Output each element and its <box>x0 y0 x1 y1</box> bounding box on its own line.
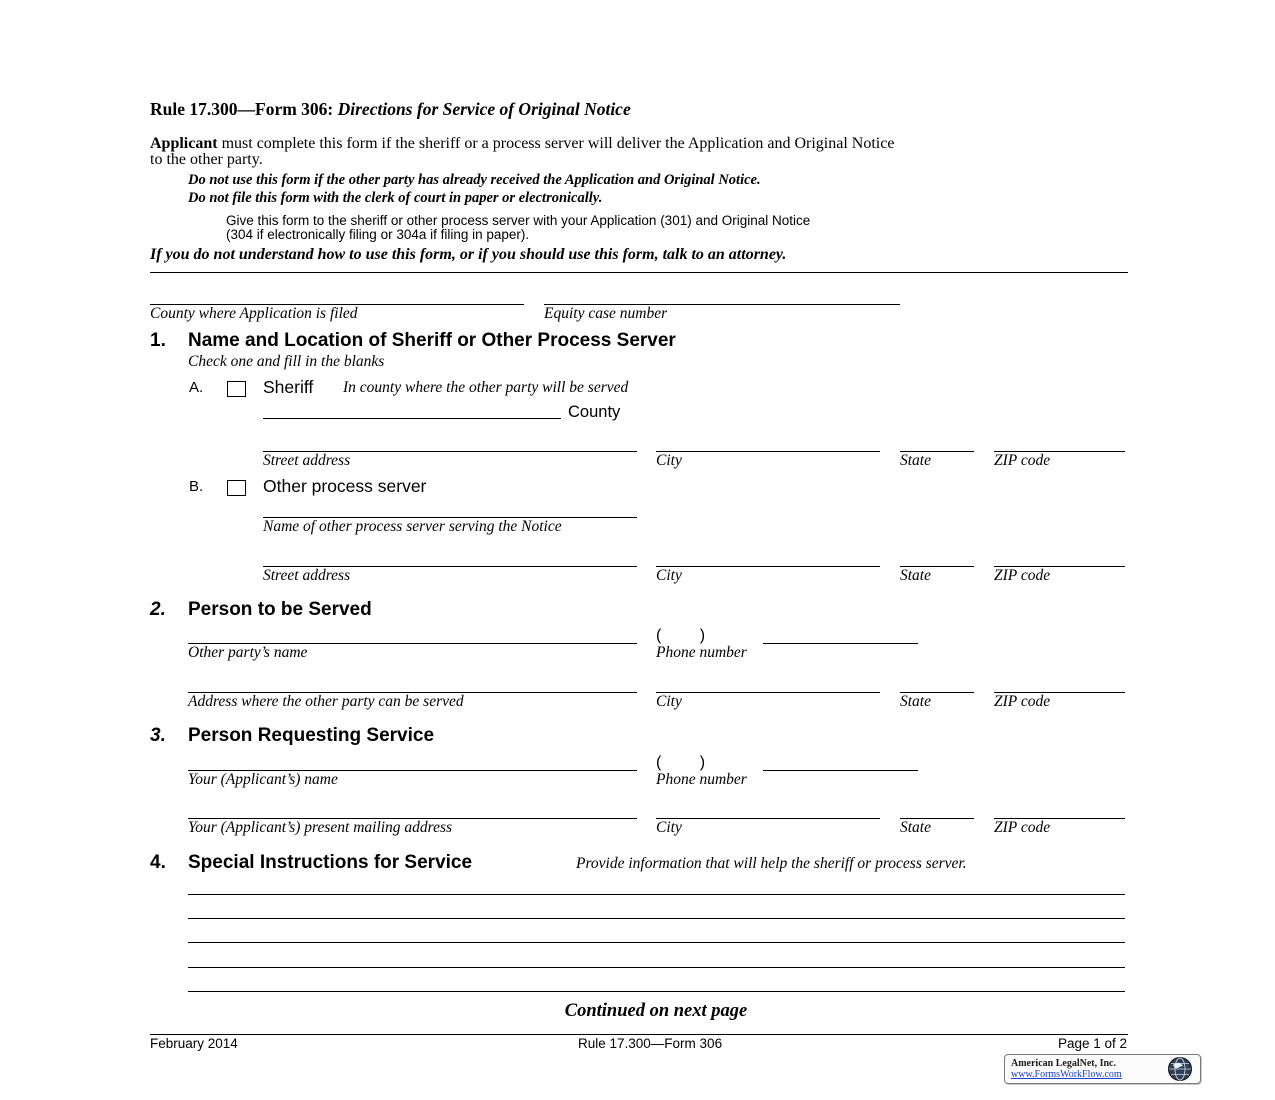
section-1-number: 1. <box>150 330 166 351</box>
give-instruction-1: Give this form to the sheriff or other process server with your Application (301) and Original Notice <box>226 213 811 228</box>
option-a-letter: A. <box>189 379 204 396</box>
zip-label: ZIP code <box>994 452 1051 469</box>
header-divider <box>150 272 1128 273</box>
zip-label: ZIP code <box>994 819 1051 836</box>
section-4-title: Special Instructions for Service <box>188 852 473 873</box>
sheriff-note: In county where the other party will be served <box>343 379 629 396</box>
warning-2: Do not file this form with the clerk of court in paper or electronically. <box>188 190 603 206</box>
instructions-line-3[interactable] <box>188 942 1125 943</box>
intro-text-2: to the other party. <box>150 151 263 168</box>
street-label: Street address <box>263 452 351 469</box>
city-label: City <box>656 567 682 584</box>
other-party-city-field[interactable] <box>656 692 880 693</box>
sheriff-county-label: County <box>568 403 621 421</box>
section-4-note: Provide information that will help the sheriff or process server. <box>576 855 967 872</box>
other-party-name-label: Other party’s name <box>188 644 308 661</box>
footer-date: February 2014 <box>150 1036 238 1051</box>
city-label: City <box>656 819 682 836</box>
applicant-address-label: Your (Applicant’s) present mailing address <box>188 819 453 836</box>
applicant-area-code[interactable]: ( ) <box>656 754 706 771</box>
section-1-instruction: Check one and fill in the blanks <box>188 353 385 370</box>
process-server-checkbox[interactable] <box>227 480 246 496</box>
sheriff-city-field[interactable] <box>656 451 880 452</box>
instructions-line-5[interactable] <box>188 991 1125 992</box>
section-2-title: Person to be Served <box>188 599 372 620</box>
other-party-address-label: Address where the other party can be served <box>188 693 464 710</box>
footer-page: Page 1 of 2 <box>1057 1036 1127 1051</box>
option-b-letter: B. <box>189 478 204 495</box>
instructions-line-1[interactable] <box>188 894 1125 895</box>
other-party-phone-label: Phone number <box>656 644 747 661</box>
give-instruction-2: (304 if electronically filing or 304a if filing in paper). <box>226 227 530 242</box>
state-label: State <box>900 567 931 584</box>
globe-icon <box>1167 1056 1193 1082</box>
server-city-field[interactable] <box>656 566 880 567</box>
city-label: City <box>656 693 682 710</box>
intro-text-1: must complete this form if the sheriff or a process server will deliver the Application and Original Notice <box>221 135 895 152</box>
street-label: Street address <box>263 567 351 584</box>
form-title: Directions for Service of Original Notice <box>337 99 631 119</box>
warning-1: Do not use this form if the other party has already received the Application and Original Notice. <box>188 172 761 188</box>
section-4-number: 4. <box>150 852 166 873</box>
sheriff-label: Sheriff <box>263 377 314 397</box>
form-rule-number: Rule 17.300—Form 306: <box>150 99 334 119</box>
sheriff-checkbox[interactable] <box>227 381 246 397</box>
process-server-name-label: Name of other process server serving the Notice <box>263 518 562 535</box>
page-title <box>150 99 631 120</box>
branding-url[interactable]: www.FormsWorkFlow.com <box>1011 1069 1122 1080</box>
other-party-phone-field[interactable] <box>763 643 918 644</box>
continued-note: Continued on next page <box>564 1001 748 1021</box>
state-label: State <box>900 693 931 710</box>
applicant-name-label: Your (Applicant’s) name <box>188 771 338 788</box>
city-label: City <box>656 452 682 469</box>
zip-label: ZIP code <box>994 567 1051 584</box>
applicant-word: Applicant <box>150 135 218 152</box>
state-label: State <box>900 819 931 836</box>
process-server-label: Other process server <box>263 476 427 496</box>
american-legalnet-badge[interactable] <box>1004 1054 1201 1084</box>
section-1-title: Name and Location of Sheriff or Other Process Server <box>188 330 676 351</box>
state-label: State <box>900 452 931 469</box>
applicant-phone-field[interactable] <box>763 770 918 771</box>
section-3-number: 3. <box>150 725 166 746</box>
footer-divider <box>150 1034 1128 1035</box>
county-label: County where Application is filed <box>150 305 358 322</box>
zip-label: ZIP code <box>994 693 1051 710</box>
branding-company: American LegalNet, Inc. <box>1011 1058 1116 1069</box>
applicant-phone-label: Phone number <box>656 771 747 788</box>
section-2-number: 2. <box>150 599 166 620</box>
other-party-area-code[interactable]: ( ) <box>656 627 706 644</box>
case-number-label: Equity case number <box>544 305 668 322</box>
attorney-warning: If you do not understand how to use this form, or if you should use this form, talk to an attorney. <box>150 246 787 263</box>
footer-form: Rule 17.300—Form 306 <box>578 1036 723 1051</box>
instructions-line-2[interactable] <box>188 918 1125 919</box>
applicant-city-field[interactable] <box>656 818 880 819</box>
instructions-line-4[interactable] <box>188 967 1125 968</box>
sheriff-county-field[interactable] <box>263 418 561 419</box>
section-3-title: Person Requesting Service <box>188 725 435 746</box>
